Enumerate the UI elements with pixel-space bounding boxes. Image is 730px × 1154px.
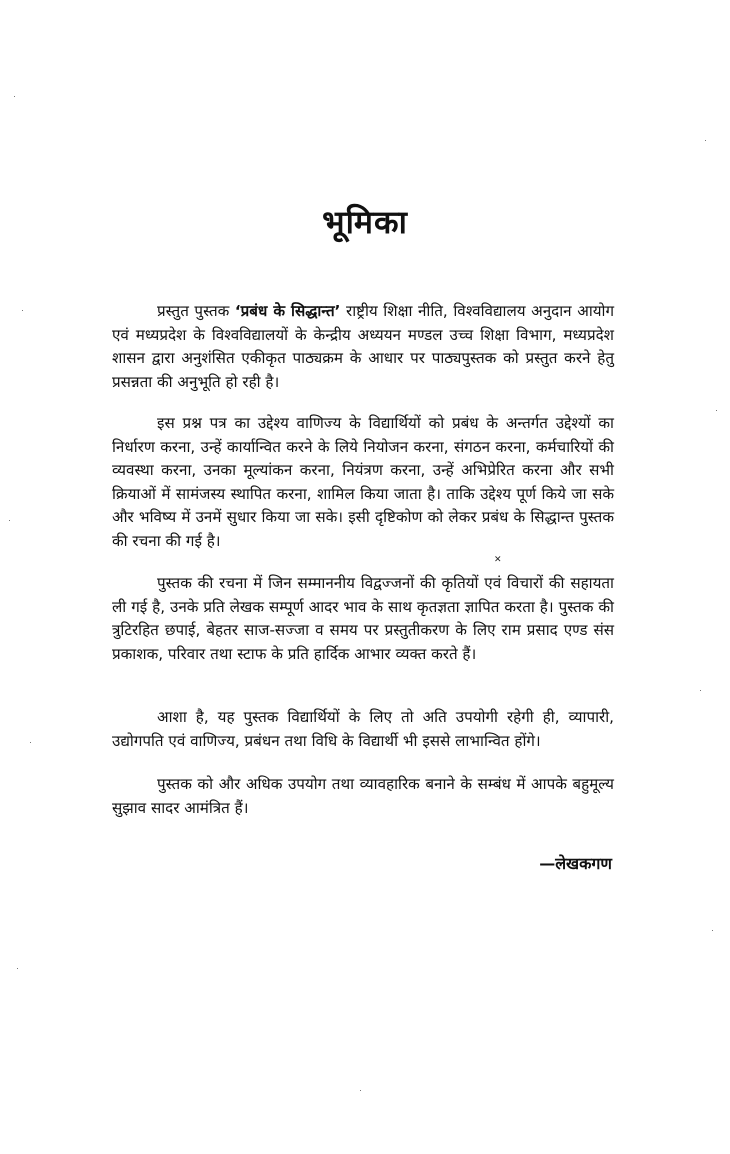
author-signature: —लेखकगण (539, 854, 612, 873)
stray-ink-mark: ✕ (494, 555, 502, 565)
paragraph-1-intro: प्रस्तुत पुस्तक (157, 302, 235, 320)
preface-paragraph-3: पुस्तक की रचना में जिन सम्माननीय विद्वज्जनों की कृतियों एवं विचारों की सहायता ली गई है, उनके प्रति लेखक सम्पूर्ण आदर भाव के साथ कृतज्ञता ज्ञापित करता है। पुस्तक की त्रुटिरहित छपाई, बेहतर साज-सज्जा व समय पर प्रस्तुतीकरण के लिए राम प्रसाद एण्ड संस प्रकाशक, परिवार तथा स्टाफ के प्रति हार्दिक आभार व्यक्त करते हैं। (112, 574, 614, 663)
preface-paragraph-2: इस प्रश्न पत्र का उद्देश्य वाणिज्य के विद्यार्थियों को प्रबंध के अन्तर्गत उद्देश्यों का निर्धारण करना, उन्हें कार्यान्वित करने के लिये नियोजन करना, संगठन करना, कर्मचारियों की व्यवस्था करना, उनका मूल्यांकन करना, नियंत्रण करना, उन्हें अभिप्रेरित करना और सभी क्रियाओं में सामंजस्य स्थापित करना, शामिल किया जाता है। ताकि उद्देश्य पूर्ण किये जा सके और भविष्य में उनमें सुधार किया जा सके। इसी दृष्टिकोण को लेकर प्रबंध के सिद्धान्त पुस्तक की रचना की गई है। (112, 414, 614, 550)
preface-paragraph-4: आशा है, यह पुस्तक विद्यार्थियों के लिए तो अति उपयोगी रहेगी ही, व्यापारी, उद्योगपति एवं वाणिज्य, प्रबंधन तथा विधि के विद्यार्थी भी इससे लाभान्वित होंगे। (112, 708, 614, 750)
paragraph-1-body: राष्ट्रीय शिक्षा नीति, विश्वविद्यालय अनुदान आयोग एवं मध्यप्रदेश के विश्वविद्यालयों के केन्द्रीय अध्ययन मण्डल उच्च शिक्षा विभाग, मध्यप्रदेश शासन द्वारा अनुशंसित एकीकृत पाठ्यक्रम के आधार पर पाठ्यपुस्तक को प्रस्तुत करने हेतु प्रसन्नता की अनुभूति हो रही है। (112, 302, 615, 391)
page-title: भूमिका (322, 203, 408, 241)
preface-paragraph-1 (112, 300, 614, 394)
preface-paragraph-5: पुस्तक को और अधिक उपयोग तथा व्यावहारिक बनाने के सम्बंध में आपके बहुमूल्य सुझाव सादर आमंत्रित हैं। (112, 775, 614, 817)
book-title: ‘प्रबंध के सिद्धान्त’ (234, 302, 341, 320)
